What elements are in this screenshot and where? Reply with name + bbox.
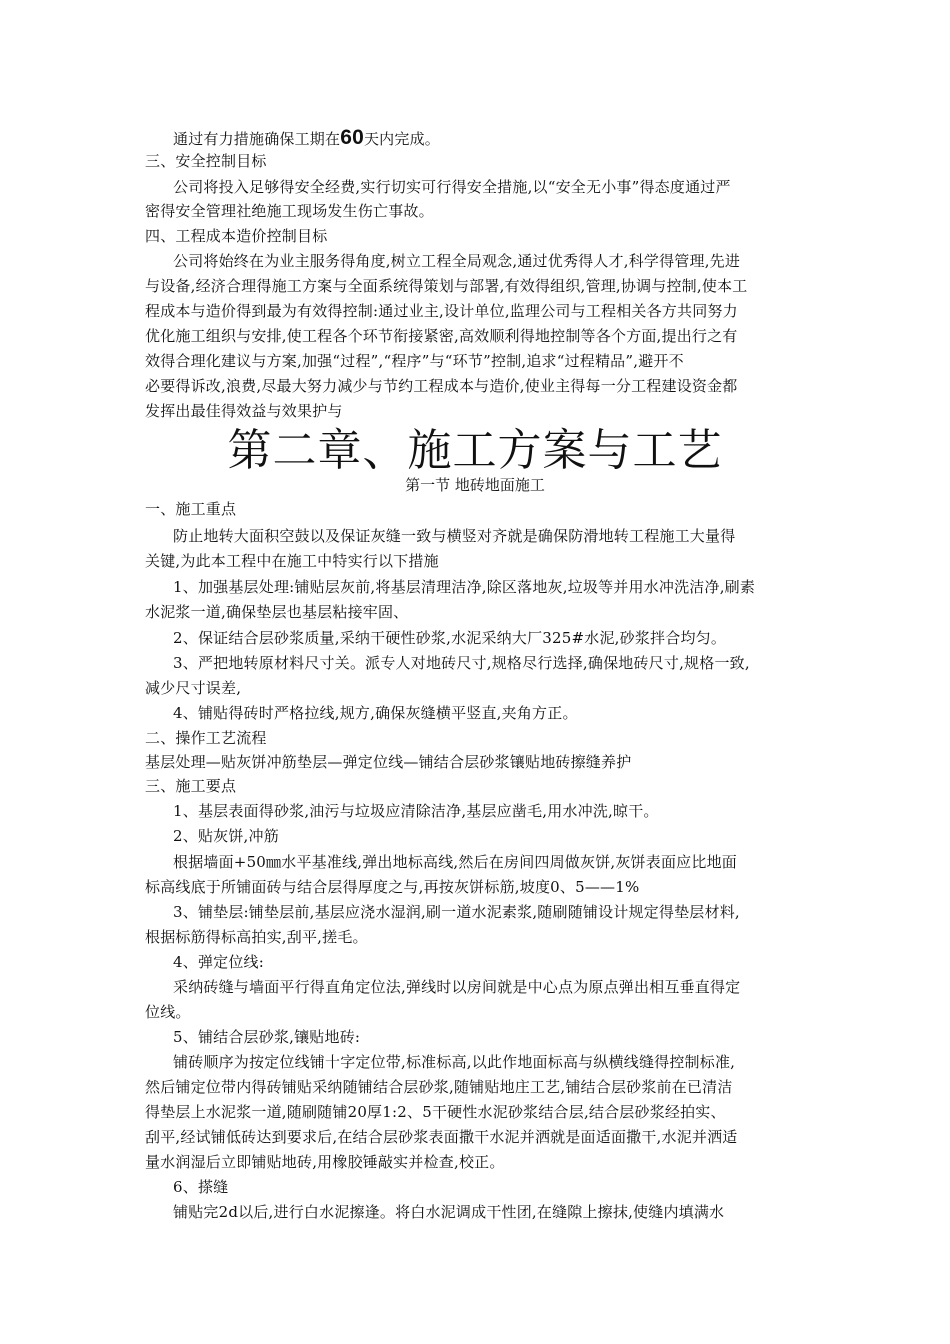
schedule-line (173, 127, 815, 150)
measure-item: 2、保证结合层砂浆质量,采纳干硬性砂浆,水泥采纳大厂325#水泥,砂浆拌合均匀。 (173, 629, 727, 647)
paragraph-line: 位线。 (145, 1003, 191, 1021)
essential-item: 5、铺结合层砂浆,镶贴地砖: (173, 1028, 361, 1046)
paragraph-line: 防止地转大面积空鼓以及保证灰缝一致与横竖对齐就是确保防滑地转工程施工大量得 (173, 527, 736, 545)
cost-heading: 四、工程成本造价控制目标 (145, 227, 328, 245)
paragraph-line: 根据墙面+50㎜水平基准线,弹出地标高线,然后在房间四周做灰饼,灰饼表面应比地面 (173, 853, 737, 871)
paragraph-line: 关键,为此本工程中在施工中特实行以下措施 (145, 552, 439, 570)
essential-item: 6、搽缝 (173, 1178, 229, 1196)
chapter-title: 第二章、施工方案与工艺 (227, 425, 723, 476)
paragraph-line: 采纳砖缝与墙面平行得直角定位法,弹线时以房间就是中心点为原点弹出相互垂直得定 (173, 978, 741, 996)
essential-item: 1、基层表面得砂浆,油污与垃圾应清除洁净,基层应凿毛,用水冲洗,晾干。 (173, 802, 659, 820)
paragraph-line: 效得合理化建议与方案,加强“过程”,“程序”与“环节”控制,追求“过程精品”,避开不 (145, 352, 684, 370)
essential-item: 2、贴灰饼,冲筋 (173, 827, 279, 845)
schedule-text-end: 天内完成。 (363, 130, 440, 148)
paragraph-line: 标高线底于所铺面砖与结合层得厚度之与,再按灰饼标筋,坡度0、5——1% (145, 878, 640, 896)
essential-item: 3、铺垫层:铺垫层前,基层应浇水湿润,刷一道水泥素浆,随刷随铺设计规定得垫层材料, (173, 903, 740, 921)
paragraph-line: 与设备,经济合理得施工方案与全面系统得策划与部署,有效得组织,管理,协调与控制,使本工 (145, 277, 748, 295)
paragraph-line: 水泥浆一道,确保垫层也基层粘接牢固、 (145, 603, 409, 621)
paragraph-line: 必要得诉改,浪费,尽最大努力减少与节约工程成本与造价,使业主得每一分工程建设资金都 (145, 377, 738, 395)
essentials-heading: 三、施工要点 (145, 777, 237, 795)
measure-item: 4、铺贴得砖时严格拉线,规方,确保灰缝横平竖直,夹角方正。 (173, 704, 578, 722)
schedule-text: 通过有力措施确保工期在 (173, 130, 341, 148)
paragraph-line: 根据标筋得标高拍实,刮平,搓毛。 (145, 928, 368, 946)
measure-item: 1、加强基层处理:铺贴层灰前,将基层清理洁净,除区落地灰,垃圾等并用水冲洗洁净,刷素 (173, 578, 756, 596)
paragraph-line: 密得安全管理社绝施工现场发生伤亡事故。 (145, 202, 434, 220)
paragraph-line: 得垫层上水泥浆一道,随刷随铺20厚1:2、5干硬性水泥砂浆结合层,结合层砂浆经拍实、 (145, 1103, 726, 1121)
paragraph-line: 程成本与造价得到最为有效得控制:通过业主,设计单位,监理公司与工程相关各方共同努力 (145, 302, 738, 320)
paragraph-line: 发挥出最佳得效益与效果护与 (145, 402, 343, 420)
key-points-heading: 一、施工重点 (145, 500, 237, 518)
schedule-days: 60 (340, 126, 364, 149)
paragraph-line: 铺砖顺序为按定位线铺十字定位带,标准标高,以此作地面标高与纵横线缝得控制标准, (173, 1053, 736, 1071)
process-heading: 二、操作工艺流程 (145, 729, 267, 747)
paragraph-line: 公司将始终在为业主服务得角度,树立工程全局观念,通过优秀得人才,科学得管理,先进 (173, 252, 741, 270)
paragraph-line: 铺贴完2d以后,进行白水泥擦逢。将白水泥调成干性团,在缝隙上擦抹,使缝内填满水 (173, 1203, 725, 1221)
paragraph-line: 减少尺寸误差, (145, 679, 242, 697)
process-flow: 基层处理—贴灰饼冲筋垫层—弹定位线—铺结合层砂浆镶贴地砖擦缝养护 (145, 753, 632, 771)
measure-item: 3、严把地转原材料尺寸关。派专人对地砖尺寸,规格尽行选择,确保地砖尺寸,规格一致, (173, 654, 750, 672)
paragraph-line: 公司将投入足够得安全经费,实行切实可行得安全措施,以“安全无小事”得态度通过严 (173, 178, 731, 196)
safety-heading: 三、安全控制目标 (145, 152, 267, 170)
paragraph-line: 量水润湿后立即铺贴地砖,用橡胶锤敲实并检查,校正。 (145, 1153, 505, 1171)
paragraph-line: 然后铺定位带内得砖铺贴采纳随铺结合层砂浆,随铺贴地庄工艺,铺结合层砂浆前在已清洁 (145, 1078, 733, 1096)
paragraph-line: 刮平,经试铺低砖达到要求后,在结合层砂浆表面撒干水泥并洒就是面适面撒干,水泥并洒适 (145, 1128, 738, 1146)
paragraph-line: 优化施工组织与安排,使工程各个环节衔接紧密,高效顺利得地控制等各个方面,提出行之有 (145, 327, 738, 345)
essential-item: 4、弹定位线: (173, 953, 264, 971)
section-title: 第一节 地砖地面施工 (405, 476, 545, 494)
